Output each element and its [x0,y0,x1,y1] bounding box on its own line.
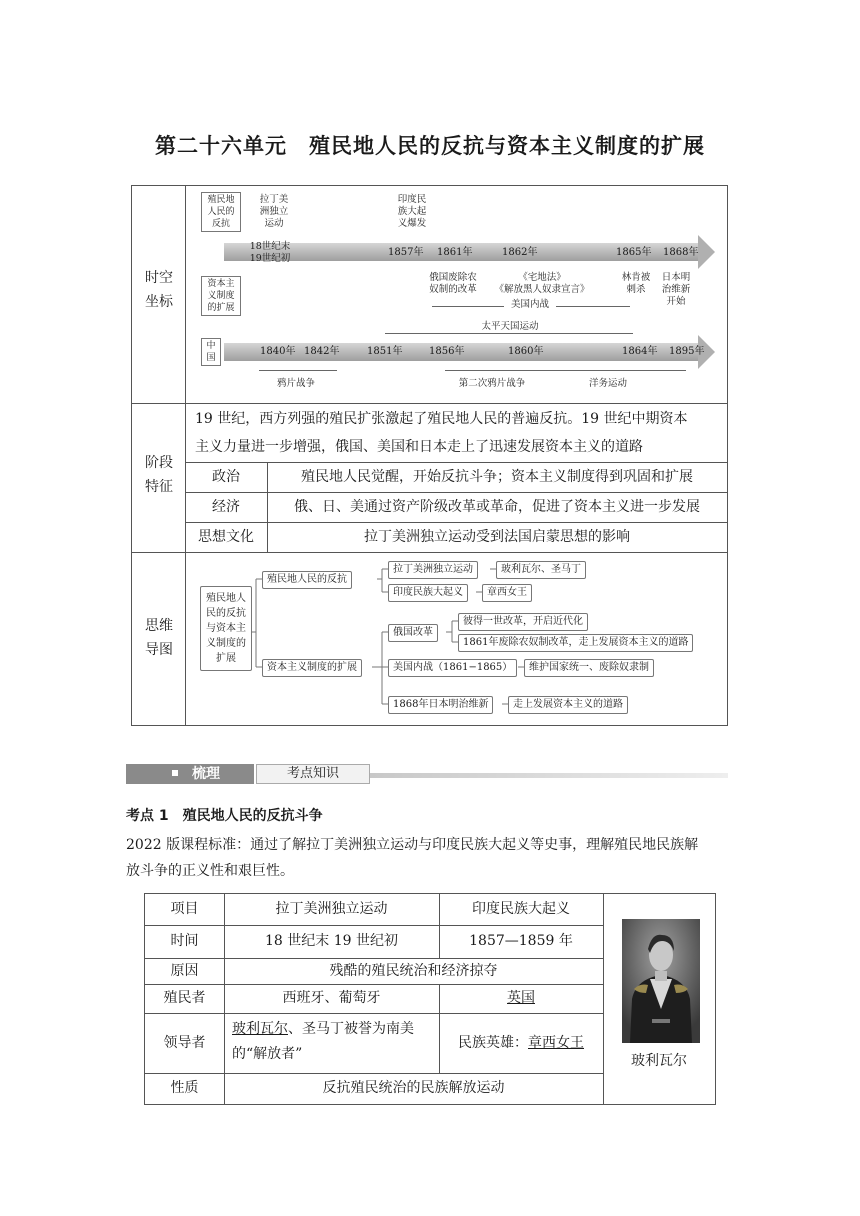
label-taiping: 太平天国运动 [481,321,539,332]
standard-line1: 2022 版课程标准：通过了解拉丁美洲独立运动与印度民族大起义等史事，理解殖民地民族解 [126,837,699,853]
year-1851: 1851年 [367,346,403,357]
mindmap-latin-leaders: 玻利瓦尔、圣马丁 [496,561,586,579]
year-1860: 1860年 [508,346,544,357]
event-homestead-act: 《宅地法》 《解放黑人奴隶宣言》 [494,272,590,295]
portrait-caption: 玻利瓦尔 [631,1053,687,1069]
comparison-table [144,893,716,1105]
label-second-opium-war: 第二次鸦片战争 [458,378,526,389]
hdr-latin: 拉丁美洲独立运动 [275,901,388,917]
row-time-label: 时间 [170,933,199,949]
mindmap-peter-reform: 彼得一世改革，开启近代化 [458,613,588,631]
year-1868: 1868年 [663,247,699,258]
event-latin-america: 拉丁美 洲独立 运动 [259,194,289,229]
span-second-opium-war [445,370,544,371]
mindmap-meiji: 1868年日本明治维新 [388,696,493,714]
year-1895: 1895年 [669,346,705,357]
span-opium-war [259,370,337,371]
year-1857: 1857年 [388,247,424,258]
unit-title: 第二十六单元 殖民地人民的反抗与资本主义制度的扩展 [155,134,705,158]
event-meiji-restoration: 日本明 治维新 开始 [661,272,691,307]
year-1856: 1856年 [429,346,465,357]
category-capitalism-expansion: 资本主 义制度 的扩展 [201,276,241,316]
span-taiping [385,333,633,334]
row-leader-india: 民族英雄：章西女王 [458,1035,584,1051]
span-westernization [544,370,686,371]
mindmap-russia-reform: 俄国改革 [388,624,438,642]
kaodian-title: 考点 1 殖民地人民的反抗斗争 [126,808,323,824]
square-bullet-icon [172,770,178,776]
timeline-arrow-world [698,235,715,269]
label-westernization: 洋务运动 [588,378,627,389]
category-colonial-resistance: 殖民地 人民的 反抗 [201,192,241,232]
hdr-india: 印度民族大起义 [472,901,570,917]
label-civil-war: 美国内战 [504,299,556,311]
mindmap-meiji-result: 走上发展资本主义的道路 [508,696,628,714]
stage-intro-line2: 主义力量进一步增强，俄国、美国和日本走上了迅速发展资本主义的道路 [195,439,643,455]
event-india-uprising: 印度民 族大起 义爆发 [397,194,427,229]
overview-table [131,185,728,726]
section-tab-dark: 梳理 [126,764,254,784]
row-time-india: 1857—1859 年 [469,933,573,949]
row-nature-value: 反抗殖民统治的民族解放运动 [322,1080,505,1096]
hdr-item: 项目 [170,901,199,917]
mindmap-label: 思维 导图 [145,618,173,658]
stage-label: 阶段 特征 [145,455,173,495]
year-1861: 1861年 [437,247,473,258]
year-18c-19c: 18世纪末 19世纪初 [249,241,291,264]
row-colonizer-label: 殖民者 [163,990,206,1006]
row-colonizer-latin: 西班牙、葡萄牙 [282,990,381,1006]
mindmap-1861-reform: 1861年废除农奴制改革，走上发展资本主义的道路 [458,634,693,652]
row-cause-value: 残酷的殖民统治和经济掠夺 [329,963,498,979]
row-leader-latin: 玻利瓦尔、圣马丁被誉为南美 的“解放者” [232,1021,414,1062]
year-1840: 1840年 [260,346,296,357]
mindmap-us-civil-war: 美国内战（1861−1865） [388,659,517,677]
row-leader-label: 领导者 [163,1035,206,1051]
year-1864: 1864年 [622,346,658,357]
label-opium-war: 鸦片战争 [276,378,315,389]
mindmap-latin-america: 拉丁美洲独立运动 [388,561,478,579]
section-header [126,764,728,784]
year-1842: 1842年 [304,346,340,357]
year-1862: 1862年 [502,247,538,258]
mindmap-root: 殖民地人 民的反抗 与资本主 义制度的 扩展 [200,586,252,671]
mindmap-india-leader: 章西女王 [482,584,532,602]
timeline-label: 时空 坐标 [145,270,173,310]
category-china: 中 国 [201,338,221,366]
event-russia-reform: 俄国废除农 奴制的改革 [429,272,477,295]
event-lincoln-assassinated: 林肯被 刺杀 [621,272,651,295]
row-cause-label: 原因 [170,963,199,979]
stage-key-culture: 思想文化 [198,529,254,545]
stage-key-economy: 经济 [212,499,240,515]
stage-key-politics: 政治 [212,469,240,485]
stage-intro-line1: 19 世纪，西方列强的殖民扩张激起了殖民地人民的普遍反抗。19 世纪中期资本 [195,411,688,427]
mindmap-branch-capitalism: 资本主义制度的扩展 [262,659,362,677]
mindmap-india-uprising: 印度民族大起义 [388,584,468,602]
stage-val-culture: 拉丁美洲独立运动受到法国启蒙思想的影响 [364,529,630,545]
section-tab-light: 考点知识 [256,764,370,784]
standard-line2: 放斗争的正义性和艰巨性。 [126,863,294,879]
mindmap-branch-colonial: 殖民地人民的反抗 [262,571,352,589]
row-time-latin: 18 世纪末 19 世纪初 [265,933,398,949]
stage-val-politics: 殖民地人民觉醒，开始反抗斗争；资本主义制度得到巩固和扩展 [301,469,693,485]
row-colonizer-india: 英国 [507,990,535,1006]
bolivar-portrait [622,919,700,1043]
stage-val-economy: 俄、日、美通过资产阶级改革或革命，促进了资本主义进一步发展 [294,499,700,515]
row-nature-label: 性质 [170,1080,199,1096]
section-rule [370,773,728,778]
mindmap-civil-war-result: 维护国家统一、废除奴隶制 [524,659,654,677]
year-1865: 1865年 [616,247,652,258]
